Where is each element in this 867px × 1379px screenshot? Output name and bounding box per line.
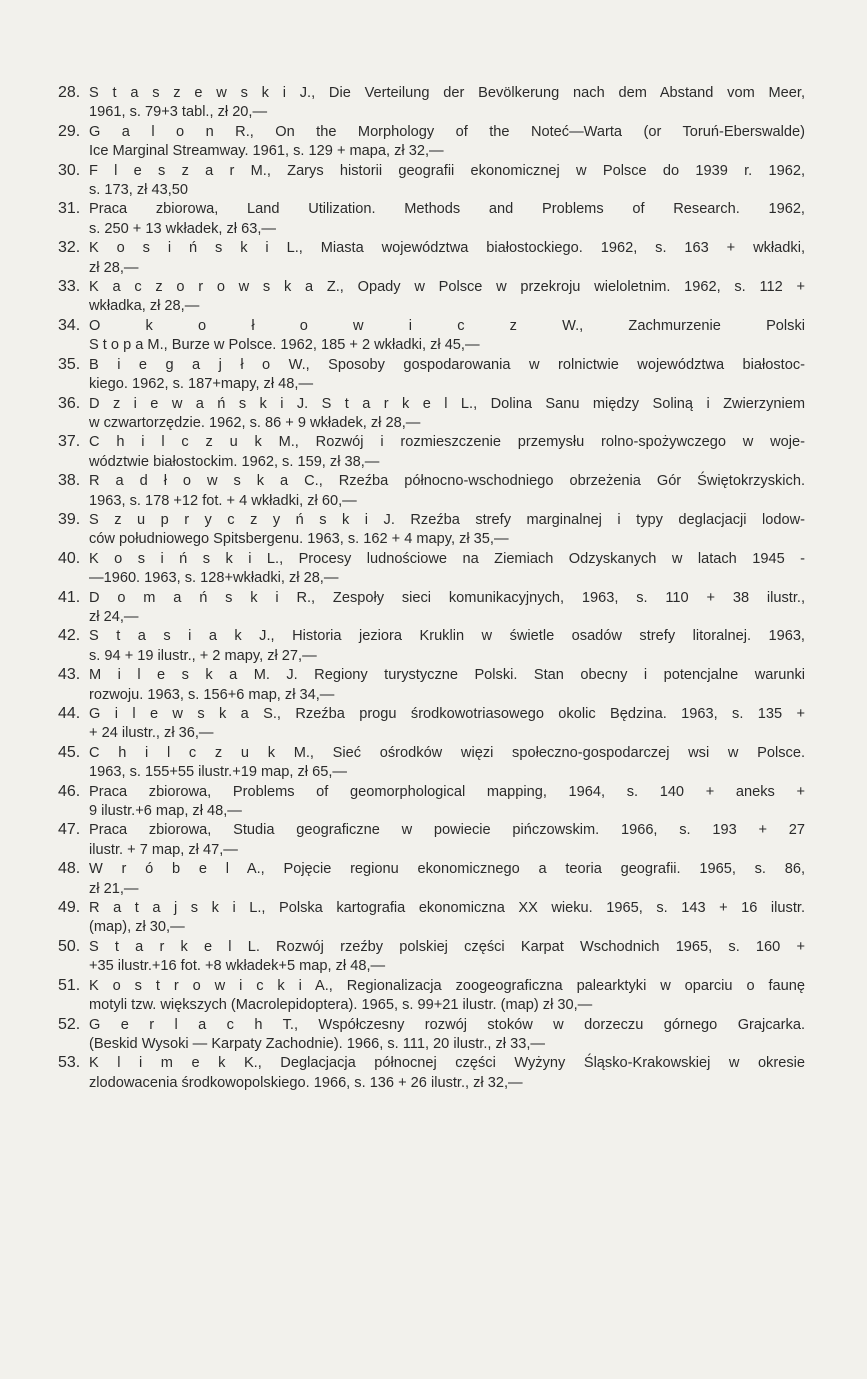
entry-continuation-line: zlodowacenia środkowopolskiego. 1966, s. 136 + 26 ilustr., zł 32,— [89, 1074, 523, 1091]
bibliography-entry [58, 821, 805, 860]
entry-number: 31. [58, 200, 81, 218]
entry-number: 42. [58, 627, 81, 645]
bibliography-entry [58, 1054, 805, 1093]
entry-text-line: S t a s z e w s k i J., Die Verteilung der Bevölkerung nach dem Abstand vom Meer, [89, 85, 805, 101]
entry-text-line: C h i l c z u k M., Sieć ośrodków więzi społeczno-gospodarczej wsi w Polsce. [89, 744, 805, 761]
entry-number: 32. [58, 239, 81, 257]
bibliography-entry [58, 317, 805, 356]
entry-text-line: Praca zbiorowa, Land Utilization. Methods and Problems of Research. 1962, [89, 201, 805, 218]
bibliography-entry [58, 200, 805, 239]
entry-continuation-line: 1963, s. 155+55 ilustr.+19 map, zł 65,— [89, 764, 347, 781]
entry-number: 41. [58, 588, 81, 606]
entry-text-line: S t a r k e l L. Rozwój rzeźby polskiej części Karpat Wschodnich 1965, s. 160 + [89, 938, 805, 955]
bibliography-entry [58, 395, 805, 434]
bibliography-entry [58, 783, 805, 822]
entry-continuation-line: s. 250 + 13 wkładek, zł 63,— [89, 220, 276, 237]
entry-number: 51. [58, 976, 81, 994]
entry-number: 38. [58, 472, 81, 490]
entry-continuation-line: motyli tzw. większych (Macrolepidoptera). 1965, s. 99+21 ilustr. (map) zł 30,— [89, 997, 593, 1014]
entry-number: 49. [58, 899, 81, 917]
entry-continuation-line: 1963, s. 178 +12 fot. + 4 wkładki, zł 60,— [89, 492, 357, 509]
entry-text-line: C h i l c z u k M., Rozwój i rozmieszczenie przemysłu rolno-spożywczego w woje- [89, 434, 805, 451]
bibliography-entry [58, 84, 805, 123]
bibliography-entry [58, 977, 805, 1016]
entry-number: 33. [58, 278, 81, 296]
entry-continuation-line: 9 ilustr.+6 map, zł 48,— [89, 803, 242, 820]
entry-text-line: S z u p r y c z y ń s k i J. Rzeźba strefy marginalnej i typy deglacjacji lodow- [89, 511, 805, 528]
bibliography-entry [58, 550, 805, 589]
bibliography-entry [58, 278, 805, 317]
entry-continuation-line: +35 ilustr.+16 fot. +8 wkładek+5 map, zł 48,— [89, 958, 386, 975]
entry-text-line: O k o ł o w i c z W., Zachmurzenie Polski [89, 317, 805, 334]
entry-number: 30. [58, 161, 81, 179]
entry-text-line: R a d ł o w s k a C., Rzeźba północno-wschodniego obrzeżenia Gór Świętokrzyskich. [89, 473, 805, 490]
entry-number: 29. [58, 122, 81, 140]
entry-number: 36. [58, 394, 81, 412]
entry-text-line: R a t a j s k i L., Polska kartografia ekonomiczna XX wieku. 1965, s. 143 + 16 ilustr. [89, 900, 805, 917]
publication-list [58, 84, 805, 1093]
entry-continuation-line: 1961, s. 79+3 tabl., zł 20,— [89, 104, 268, 121]
entry-text-line: Praca zbiorowa, Problems of geomorphological mapping, 1964, s. 140 + aneks + [89, 783, 805, 800]
entry-number: 48. [58, 860, 81, 878]
entry-number: 35. [58, 355, 81, 373]
entry-continuation-line: rozwoju. 1963, s. 156+6 map, zł 34,— [89, 686, 335, 703]
entry-number: 52. [58, 1015, 81, 1033]
bibliography-entry [58, 356, 805, 395]
entry-text-line: K o s i ń s k i L., Procesy ludnościowe na Ziemiach Odzyskanych w latach 1945 - [89, 550, 805, 567]
entry-text-line: D o m a ń s k i R., Zespoły sieci komunikacyjnych, 1963, s. 110 + 38 ilustr., [89, 589, 805, 606]
entry-text-line: G i l e w s k a S., Rzeźba progu środkowotriasowego okolic Będzina. 1963, s. 135 + [89, 706, 805, 722]
entry-text-line: S t a s i a k J., Historia jeziora Kruklin w świetle osadów strefy litoralnej. 1963, [89, 628, 805, 645]
entry-text-line: W r ó b e l A., Pojęcie regionu ekonomicznego a teoria geografii. 1965, s. 86, [89, 861, 805, 878]
entry-continuation-line: w czwartorzędzie. 1962, s. 86 + 9 wkładek, zł 28,— [89, 414, 421, 431]
entry-continuation-line: zł 21,— [89, 880, 139, 897]
bibliography-entry [58, 123, 805, 162]
bibliography-entry [58, 162, 805, 201]
entry-text-line: K o s i ń s k i L., Miasta województwa białostockiego. 1962, s. 163 + wkładki, [89, 240, 805, 257]
entry-number: 40. [58, 549, 81, 567]
bibliography-entry [58, 666, 805, 705]
entry-number: 39. [58, 510, 81, 528]
entry-number: 44. [58, 705, 81, 722]
entry-continuation-line: ilustr. + 7 map, zł 47,— [89, 841, 238, 858]
entry-number: 47. [58, 821, 81, 839]
bibliography-entry [58, 938, 805, 977]
entry-number: 43. [58, 666, 81, 684]
entry-continuation-line: ców południowego Spitsbergenu. 1963, s. 162 + 4 mapy, zł 35,— [89, 531, 509, 548]
entry-text-line: G a l o n R., On the Morphology of the Noteć—Warta (or Toruń-Eberswalde) [89, 123, 805, 140]
entry-continuation-line: kiego. 1962, s. 187+mapy, zł 48,— [89, 376, 314, 393]
entry-text-line: G e r l a c h T., Współczesny rozwój stoków w dorzeczu górnego Grajcarka. [89, 1016, 805, 1033]
entry-continuation-line: zł 24,— [89, 608, 139, 625]
entry-text-line: M i l e s k a M. J. Regiony turystyczne Polski. Stan obecny i potencjalne warunki [89, 667, 805, 684]
entry-continuation-line: —1960. 1963, s. 128+wkładki, zł 28,— [89, 570, 339, 587]
bibliography-entry [58, 860, 805, 899]
entry-text-line: K l i m e k K., Deglacjacja północnej części Wyżyny Śląsko-Krakowskiej w okresie [89, 1055, 805, 1072]
entry-text-line: K a c z o r o w s k a Z., Opady w Polsce w przekroju wieloletnim. 1962, s. 112 + [89, 279, 805, 296]
bibliography-entry [58, 589, 805, 628]
bibliography-entry [58, 511, 805, 550]
entry-text-line: F l e s z a r M., Zarys historii geografii ekonomicznej w Polsce do 1939 r. 1962, [89, 162, 805, 179]
entry-continuation-line: (map), zł 30,— [89, 919, 185, 936]
entry-number: 53. [58, 1054, 81, 1072]
entry-continuation-line: S t o p a M., Burze w Polsce. 1962, 185 + 2 wkładki, zł 45,— [89, 337, 480, 354]
entry-continuation-line: s. 173, zł 43,50 [89, 182, 188, 199]
bibliography-entry [58, 239, 805, 278]
entry-number: 34. [58, 316, 81, 334]
bibliography-entry [58, 433, 805, 472]
entry-text-line: B i e g a j ł o W., Sposoby gospodarowania w rolnictwie województwa białostoc- [89, 356, 805, 373]
entry-text-line: D z i e w a ń s k i J. S t a r k e l L., Dolina Sanu między Soliną i Zwierzyniem [89, 395, 805, 412]
entry-continuation-line: zł 28,— [89, 259, 139, 276]
entry-continuation-line: + 24 ilustr., zł 36,— [89, 725, 214, 742]
entry-continuation-line: Ice Marginal Streamway. 1961, s. 129 + mapa, zł 32,— [89, 143, 444, 160]
entry-text-line: K o s t r o w i c k i A., Regionalizacja zoogeograficzna palearktyki w oparciu o faunę [89, 977, 805, 994]
entry-number: 28. [58, 84, 81, 101]
entry-text-line: Praca zbiorowa, Studia geograficzne w powiecie pińczowskim. 1966, s. 193 + 27 [89, 822, 805, 839]
bibliography-entry [58, 705, 805, 744]
entry-number: 50. [58, 937, 81, 955]
entry-number: 37. [58, 433, 81, 451]
entry-number: 45. [58, 743, 81, 761]
entry-number: 46. [58, 782, 81, 800]
entry-continuation-line: wkładka, zł 28,— [89, 298, 200, 315]
entry-continuation-line: s. 94 + 19 ilustr., + 2 mapy, zł 27,— [89, 647, 317, 664]
bibliography-entry [58, 744, 805, 783]
entry-continuation-line: wództwie białostockim. 1962, s. 159, zł 38,— [89, 453, 380, 470]
entry-continuation-line: (Beskid Wysoki — Karpaty Zachodnie). 1966, s. 111, 20 ilustr., zł 33,— [89, 1035, 545, 1052]
bibliography-entry [58, 899, 805, 938]
bibliography-entry [58, 1016, 805, 1055]
bibliography-entry [58, 627, 805, 666]
bibliography-entry [58, 472, 805, 511]
